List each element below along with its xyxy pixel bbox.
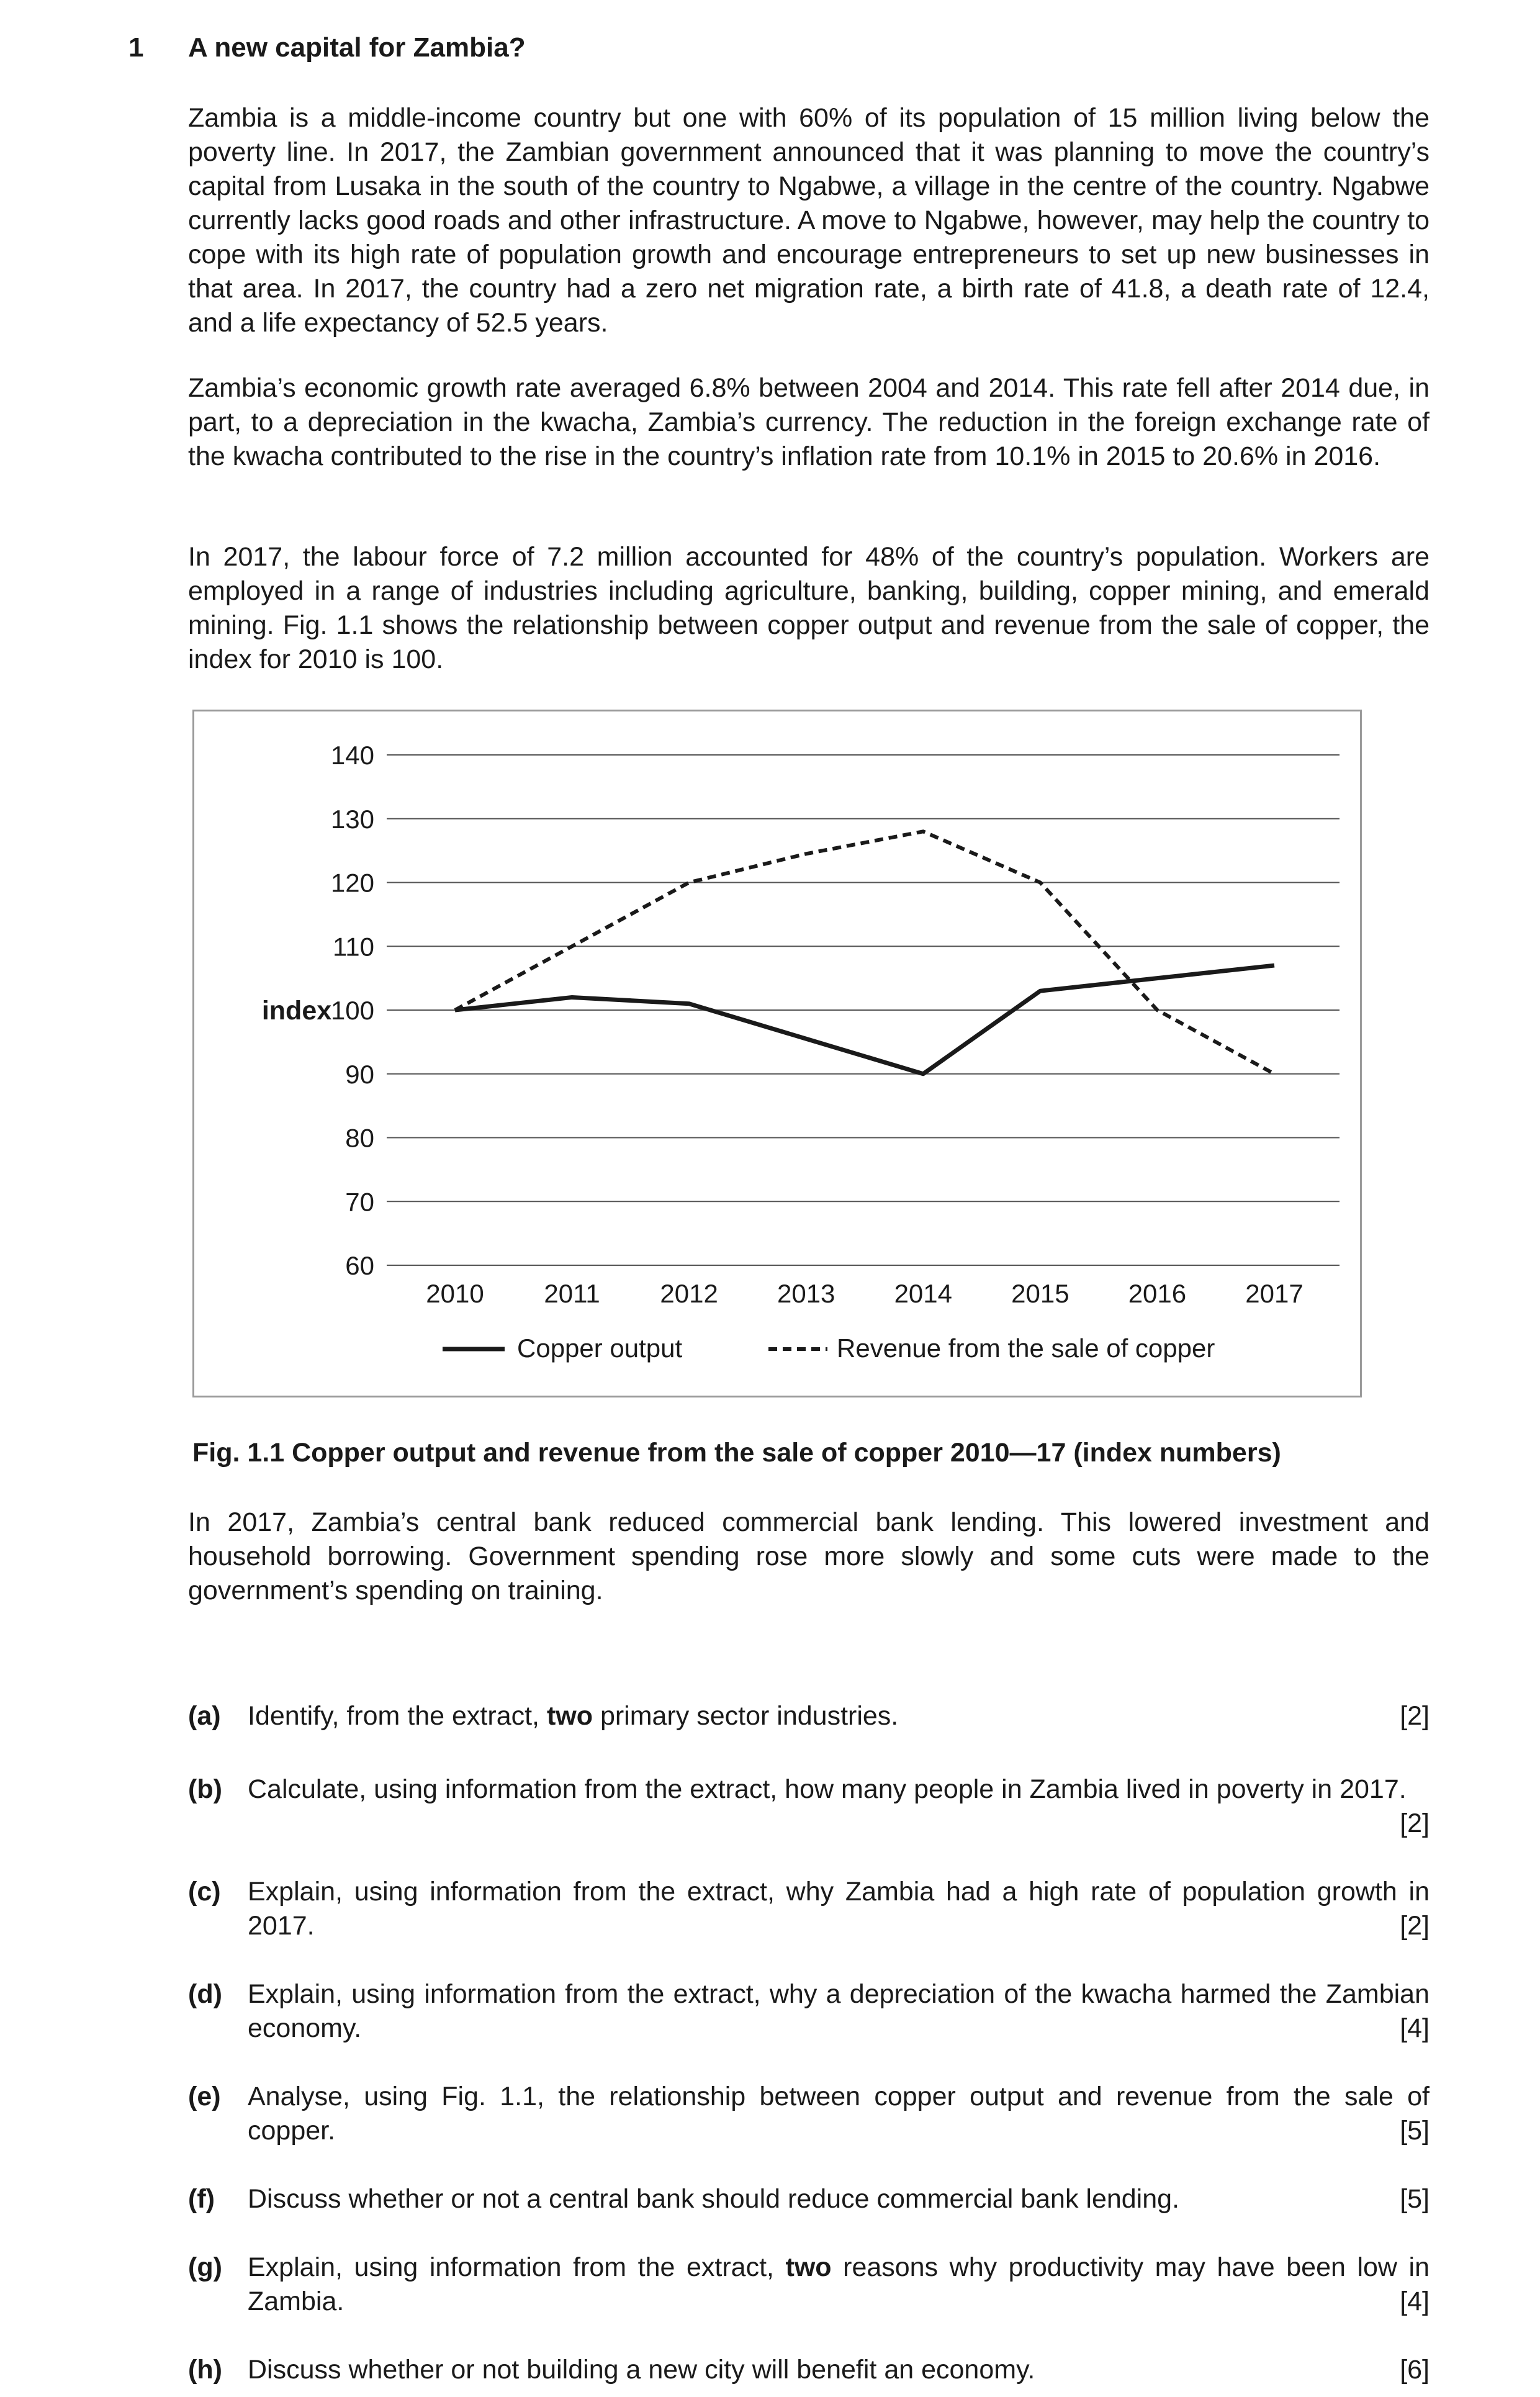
part-text: Explain, using information from the extract, why Zambia had a high rate of population growth in 2017.	[248, 1877, 1430, 1941]
y-tick-label: 70	[345, 1187, 374, 1217]
x-tick-label: 2010	[426, 1279, 484, 1308]
figure-caption: Fig. 1.1 Copper output and revenue from the sale of copper 2010—17 (index numbers)	[192, 1438, 1281, 1468]
line-chart	[194, 711, 1364, 1399]
y-tick-label: 120	[330, 868, 374, 898]
y-tick-label: 110	[333, 932, 374, 962]
question-number: 1	[128, 32, 144, 63]
legend-label: Revenue from the sale of copper	[837, 1334, 1215, 1363]
x-tick-label: 2017	[1245, 1279, 1304, 1308]
part-text: Discuss whether or not a central bank should reduce commercial bank lending.	[248, 2184, 1180, 2214]
extract-paragraph-3: In 2017, the labour force of 7.2 million accounted for 48% of the country’s population. Workers are employed in a range of industries including agriculture, banking, building, copper mining, and emerald mining. Fig. 1.1 shows the relationship between copper output and revenue from the sale of copper, the index for 2010 is 100.	[188, 542, 1430, 674]
x-tick-label: 2011	[544, 1279, 600, 1308]
part-letter: (e)	[188, 2082, 221, 2111]
y-tick-label: 100	[330, 996, 374, 1025]
part-text: Discuss whether or not building a new city will benefit an economy.	[248, 2355, 1035, 2385]
part-text-bold: two	[546, 1701, 593, 1731]
y-tick-label: 60	[345, 1251, 374, 1280]
series-line-revenue	[455, 831, 1274, 1073]
series-line-copper-output	[455, 965, 1274, 1074]
part-e	[188, 2080, 1430, 2151]
extract-paragraph-4: In 2017, Zambia’s central bank reduced commercial bank lending. This lowered investment and household borrowing. Government spending rose more slowly and some cuts were made to the government’s spending on training.	[188, 1507, 1430, 1605]
part-mark: [5]	[1400, 2116, 1430, 2146]
part-mark: [4]	[1400, 2013, 1430, 2043]
extract-paragraph-2: Zambia’s economic growth rate averaged 6.8% between 2004 and 2014. This rate fell after 2014 due, in part, to a depreciation in the kwacha, Zambia’s currency. The reduction in the foreign exchange rate of the kwacha contributed to the rise in the country’s inflation rate from 10.1% in 2015 to 20.6% in 2016.	[188, 373, 1430, 471]
figure-1-1	[192, 710, 1362, 1397]
part-letter: (g)	[188, 2252, 222, 2282]
part-text: Analyse, using Fig. 1.1, the relationship between copper output and revenue from the sale of copper.	[248, 2082, 1430, 2146]
part-text-post: primary sector industries.	[593, 1701, 899, 1731]
part-f	[188, 2182, 1430, 2219]
part-text-pre: Explain, using information from the extract,	[248, 2252, 786, 2282]
part-text	[248, 1699, 1430, 1733]
x-tick-label: 2016	[1128, 1279, 1187, 1308]
y-axis-label: index	[261, 996, 332, 1026]
part-h	[188, 2353, 1430, 2390]
part-mark: [6]	[1400, 2355, 1430, 2385]
part-mark: [5]	[1400, 2184, 1430, 2214]
part-d	[188, 1977, 1430, 2049]
part-letter: (a)	[188, 1701, 221, 1731]
part-letter: (d)	[188, 1979, 222, 2009]
part-letter: (h)	[188, 2355, 222, 2385]
y-tick-label: 80	[345, 1123, 374, 1153]
part-a	[188, 1699, 1430, 1736]
y-tick-label: 90	[345, 1059, 374, 1089]
extract-paragraph-1: Zambia is a middle-income country but one with 60% of its population of 15 million living below the poverty line. In 2017, the Zambian government announced that it was planning to move the country’s capital from Lusaka in the south of the country to Ngabwe, a village in the centre of the country. Ngabwe currently lacks good roads and other infrastructure. A move to Ngabwe, however, may help the country to cope with its high rate of population growth and encourage entrepreneurs to set up new businesses in that area. In 2017, the country had a zero net migration rate, a birth rate of 41.8, a death rate of 12.4, and a life expectancy of 52.5 years.	[188, 103, 1430, 338]
part-text	[248, 2250, 1430, 2319]
question-title: A new capital for Zambia?	[188, 32, 526, 63]
part-mark: [2]	[1400, 1701, 1430, 1731]
part-mark: [2]	[1400, 1808, 1430, 1838]
part-letter: (b)	[188, 1774, 222, 1804]
part-letter: (f)	[188, 2184, 215, 2214]
part-mark: [4]	[1400, 2286, 1430, 2316]
y-tick-label: 130	[330, 804, 374, 834]
part-text: Explain, using information from the extract, why a depreciation of the kwacha harmed the Zambian economy.	[248, 1979, 1430, 2043]
part-g	[188, 2250, 1430, 2322]
part-text-post: reasons why productivity may have been low in Zambia.	[248, 2252, 1430, 2316]
part-mark: [2]	[1400, 1911, 1430, 1941]
x-tick-label: 2012	[660, 1279, 718, 1308]
part-text-bold: two	[785, 2252, 832, 2282]
part-b	[188, 1772, 1430, 1844]
x-tick-label: 2014	[894, 1279, 953, 1308]
part-letter: (c)	[188, 1877, 221, 1907]
part-c	[188, 1875, 1430, 1946]
x-tick-label: 2015	[1011, 1279, 1069, 1308]
part-text: Calculate, using information from the extract, how many people in Zambia lived in poverty in 2017.	[248, 1774, 1407, 1804]
y-tick-label: 140	[330, 741, 374, 770]
part-text-pre: Identify, from the extract,	[248, 1701, 547, 1731]
x-tick-label: 2013	[777, 1279, 835, 1308]
legend-label: Copper output	[517, 1334, 683, 1363]
